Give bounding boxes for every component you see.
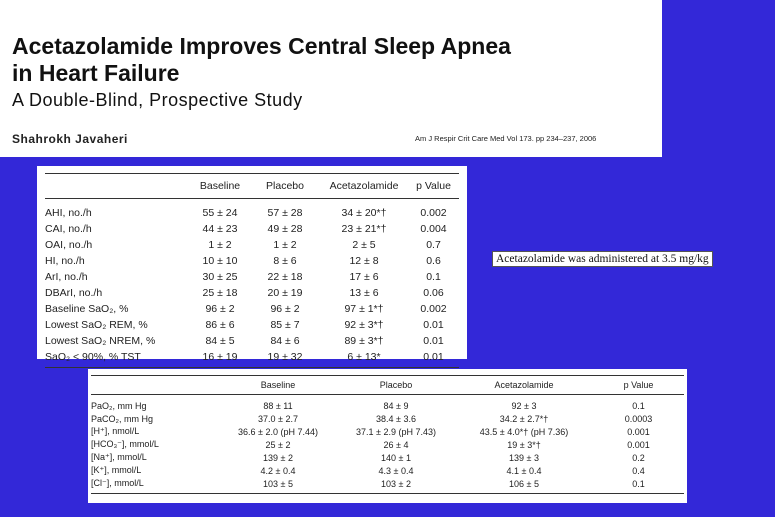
table-cell: 25 ± 18 <box>202 287 238 299</box>
table-cell: 49 ± 28 <box>267 223 303 235</box>
row-label: PaO₂, mm Hg <box>91 400 147 411</box>
table-cell: 12 ± 8 <box>349 255 379 267</box>
table-cell: 0.01 <box>423 335 444 347</box>
row-label: HI, no./h <box>45 255 85 267</box>
table-row <box>91 425 684 438</box>
table-cell: 0.4 <box>632 465 645 476</box>
table-cell: 0.1 <box>593 477 684 494</box>
table-cell: 0.6 <box>426 255 441 267</box>
table-cell: 0.1 <box>632 400 645 411</box>
table-row <box>45 333 459 349</box>
table-cell: 85 ± 7 <box>270 319 300 331</box>
table-cell: 44 ± 23 <box>202 223 238 235</box>
column-header: Placebo <box>337 376 455 395</box>
column-header: Acetazolamide <box>455 376 593 395</box>
table-cell: 0.001 <box>627 426 650 437</box>
blood-gas-table-card <box>88 369 687 503</box>
table-cell: 0.002 <box>420 207 447 219</box>
table-cell: 103 ± 5 <box>219 477 337 494</box>
table-cell: 0.002 <box>420 303 447 315</box>
row-label: Baseline SaO₂, % <box>45 303 129 315</box>
table-cell: 0.7 <box>426 239 441 251</box>
column-header: p Value <box>593 376 684 395</box>
table-cell: 22 ± 18 <box>267 271 303 283</box>
table-row <box>91 395 684 413</box>
table-row <box>45 199 459 222</box>
table-cell: 140 ± 1 <box>381 452 411 463</box>
column-header-label <box>45 174 190 199</box>
table-cell: 0.01 <box>408 349 459 368</box>
row-label: CAI, no./h <box>45 223 92 235</box>
row-label: PaCO₂, mm Hg <box>91 413 154 424</box>
table-cell: 13 ± 6 <box>349 287 379 299</box>
table-cell: 88 ± 11 <box>263 400 293 411</box>
table-cell: 38.4 ± 3.6 <box>376 413 416 424</box>
table-cell: 89 ± 3*† <box>344 335 384 347</box>
table-cell: 34.2 ± 2.7*† <box>499 413 549 424</box>
table-cell: 139 ± 3 <box>509 452 539 463</box>
row-label: AHI, no./h <box>45 207 92 219</box>
table-cell: 0.1 <box>426 271 441 283</box>
row-label: [H⁺], nmol/L <box>91 426 140 436</box>
table-cell: 106 ± 5 <box>455 477 593 494</box>
table-cell: 84 ± 5 <box>205 335 235 347</box>
table-row <box>45 301 459 317</box>
table-cell: 57 ± 28 <box>267 207 303 219</box>
table-cell: 2 ± 5 <box>352 239 376 251</box>
sleep-results-table-card <box>37 166 467 363</box>
table-cell: 16 ± 19 <box>190 349 250 368</box>
column-header: Baseline <box>190 174 250 199</box>
table-row <box>45 237 459 253</box>
table-cell: 19 ± 3*† <box>507 439 541 450</box>
table-cell: 96 ± 2 <box>205 303 235 315</box>
table-cell: 1 ± 2 <box>273 239 297 251</box>
table-cell: 37.0 ± 2.7 <box>258 413 298 424</box>
table-row <box>91 451 684 464</box>
table-cell: 30 ± 25 <box>202 271 238 283</box>
table-cell: 4.2 ± 0.4 <box>260 465 296 476</box>
row-label: OAI, no./h <box>45 239 93 251</box>
table-cell: 139 ± 2 <box>263 452 293 463</box>
article-title-line1: Acetazolamide Improves Central Sleep Apnea <box>12 33 511 59</box>
column-header: p Value <box>408 174 459 199</box>
table-row <box>91 412 684 425</box>
table-cell: 86 ± 6 <box>205 319 235 331</box>
sleep-results-table <box>45 173 459 368</box>
table-cell: 26 ± 4 <box>383 439 409 450</box>
table-row <box>91 477 684 494</box>
row-label: SaO₂ < 90%, % TST <box>45 349 190 368</box>
column-header-label <box>91 376 219 395</box>
table-row <box>45 349 459 368</box>
column-header: Acetazolamide <box>320 174 408 199</box>
table-row <box>45 317 459 333</box>
table-cell: 0.001 <box>627 439 650 450</box>
table-cell: 0.06 <box>423 287 444 299</box>
table-cell: 43.5 ± 4.0*† (pH 7.36) <box>479 426 569 437</box>
table-cell: 37.1 ± 2.9 (pH 7.43) <box>356 426 436 437</box>
journal-citation: Am J Respir Crit Care Med Vol 173. pp 234–237, 2006 <box>415 134 597 143</box>
table-cell: 0.01 <box>423 319 444 331</box>
table-cell: 6 ± 13* <box>320 349 408 368</box>
row-label: Lowest SaO₂ NREM, % <box>45 335 156 347</box>
author-name: Shahrokh Javaheri <box>12 132 128 146</box>
row-label: [HCO₃⁻], mmol/L <box>91 439 159 449</box>
row-label: Lowest SaO₂ REM, % <box>45 319 148 331</box>
column-header: Baseline <box>219 376 337 395</box>
table-cell: 96 ± 2 <box>270 303 300 315</box>
table-cell: 92 ± 3*† <box>344 319 384 331</box>
table-row <box>91 464 684 477</box>
table-row <box>45 269 459 285</box>
row-label: ArI, no./h <box>45 271 88 283</box>
table-row <box>45 285 459 301</box>
row-label: [Cl⁻], mmol/L <box>91 477 219 494</box>
article-subtitle: A Double-Blind, Prospective Study <box>12 90 303 110</box>
table-cell: 19 ± 32 <box>250 349 320 368</box>
table-cell: 20 ± 19 <box>267 287 303 299</box>
table-cell: 0.004 <box>420 223 447 235</box>
table-row <box>45 253 459 269</box>
column-header: Placebo <box>250 174 320 199</box>
table-cell: 55 ± 24 <box>202 207 238 219</box>
table-cell: 0.0003 <box>624 413 653 424</box>
row-label: DBArI, no./h <box>45 287 103 299</box>
table-cell: 103 ± 2 <box>337 477 455 494</box>
table-cell: 4.3 ± 0.4 <box>378 465 414 476</box>
table-cell: 84 ± 9 <box>383 400 409 411</box>
table-cell: 0.2 <box>632 452 645 463</box>
table-cell: 8 ± 6 <box>273 255 297 267</box>
table-cell: 34 ± 20*† <box>341 207 387 219</box>
table-cell: 1 ± 2 <box>208 239 232 251</box>
table-cell: 36.6 ± 2.0 (pH 7.44) <box>238 426 318 437</box>
table-cell: 10 ± 10 <box>202 255 238 267</box>
row-label: [K⁺], mmol/L <box>91 465 142 475</box>
row-label: [Na⁺], mmol/L <box>91 452 147 462</box>
table-cell: 23 ± 21*† <box>341 223 387 235</box>
table-cell: 92 ± 3 <box>511 400 537 411</box>
table-row <box>91 438 684 451</box>
article-header <box>0 0 662 157</box>
dosage-note: Acetazolamide was administered at 3.5 mg/kg <box>492 251 713 267</box>
table-cell: 25 ± 2 <box>265 439 291 450</box>
table-cell: 84 ± 6 <box>270 335 300 347</box>
table-cell: 17 ± 6 <box>349 271 379 283</box>
table-cell: 4.1 ± 0.4 <box>506 465 542 476</box>
table-row <box>45 221 459 237</box>
table-cell: 97 ± 1*† <box>344 303 384 315</box>
blood-gas-table <box>91 375 684 494</box>
article-title-line2: in Heart Failure <box>12 60 180 86</box>
